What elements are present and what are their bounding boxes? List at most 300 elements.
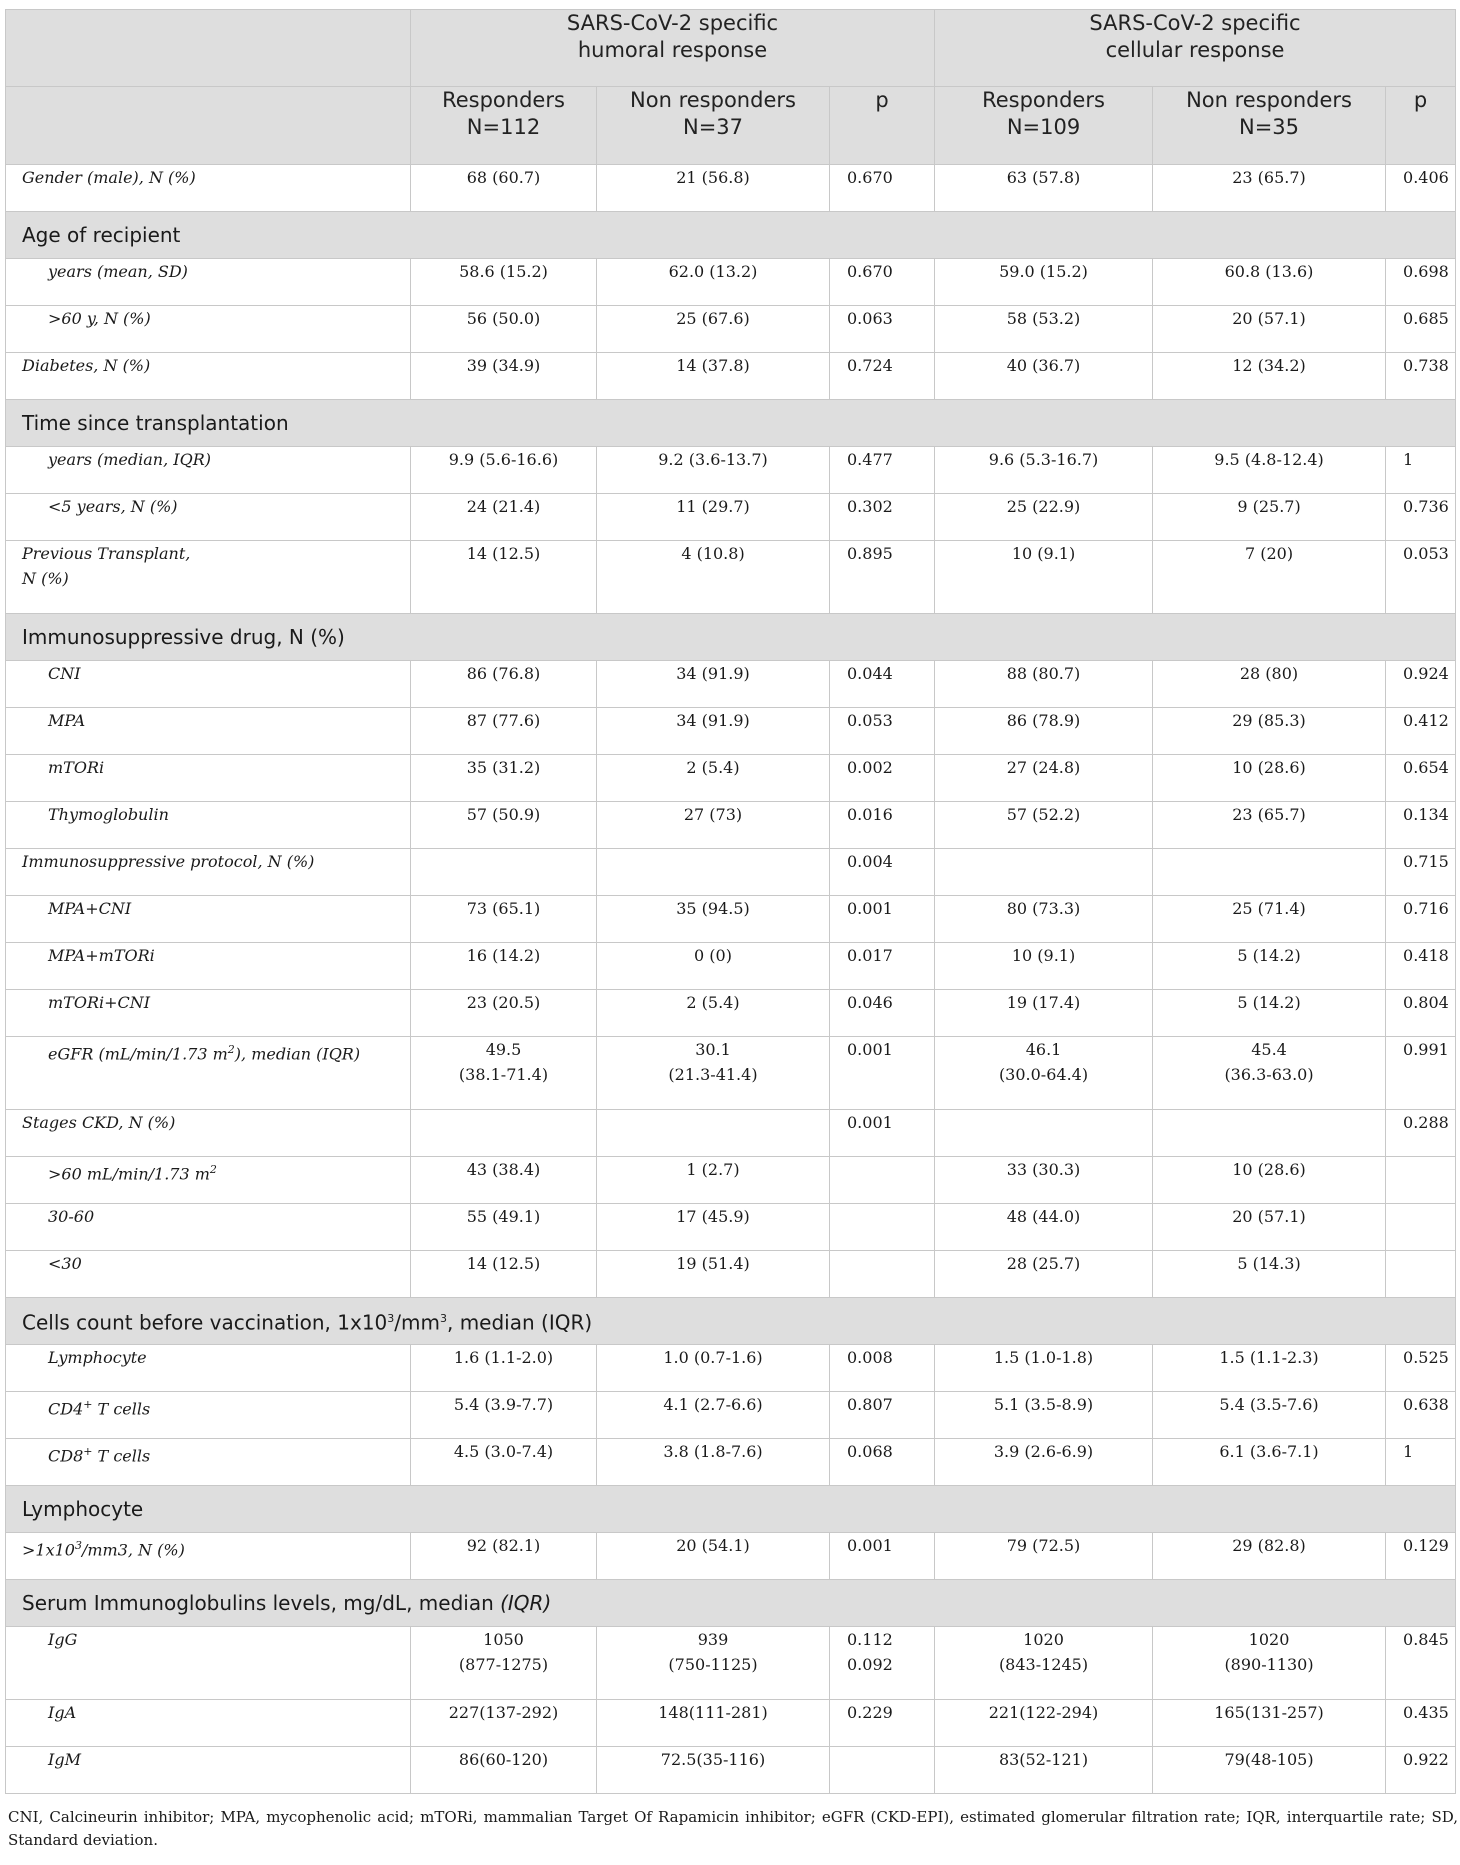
row-label: [6, 447, 411, 494]
cellular-responders-cell: [935, 494, 1153, 541]
humoral-non-responders-cell: [597, 353, 830, 400]
cellular-p-cell: [1386, 708, 1456, 755]
cellular-responders-cell: [935, 802, 1153, 849]
humoral-responders-cell: [411, 708, 597, 755]
row-label: [6, 1439, 411, 1486]
section-header-row: [6, 1486, 1456, 1533]
humoral-non-responders-cell: [597, 306, 830, 353]
section-header-row: [6, 212, 1456, 259]
row-label-text: T cells: [92, 1399, 151, 1419]
row-label-text: CD8: [48, 1446, 84, 1466]
humoral-non-responders-cell: [597, 1037, 830, 1110]
cell-value: 0.924: [1403, 664, 1449, 683]
cell-value: 1.6 (1.1-2.0): [453, 1348, 554, 1367]
row-label-text: IgG: [48, 1630, 78, 1649]
cellular-p-cell: [1386, 1627, 1456, 1700]
cell-value: 20 (54.1): [676, 1536, 750, 1555]
cellular-responders-cell: [935, 1037, 1153, 1110]
humoral-p-cell: [830, 708, 935, 755]
cell-value: 20 (57.1): [1232, 1207, 1306, 1226]
cell-value: 20 (57.1): [1232, 309, 1306, 328]
row-label: [6, 259, 411, 306]
cell-value: 9.2 (3.6-13.7): [658, 450, 768, 469]
cellular-non-responders-cell: [1153, 990, 1386, 1037]
row-label-text: Gender (male), N (%): [22, 168, 196, 187]
row-label-text: T cells: [92, 1446, 151, 1466]
humoral-p-cell: [830, 353, 935, 400]
humoral-non-responders-cell: [597, 1251, 830, 1298]
table-row: [6, 1747, 1456, 1794]
row-label: [6, 802, 411, 849]
humoral-p-cell: [830, 1251, 935, 1298]
cellular-responders-cell: [935, 306, 1153, 353]
cell-value: 40 (36.7): [1006, 356, 1081, 375]
humoral-responders-cell: [411, 1204, 597, 1251]
cellular-p-cell: [1386, 353, 1456, 400]
cell-value: 1020: [1023, 1630, 1064, 1649]
row-label: [6, 1037, 411, 1110]
cell-value: (30.0-64.4): [998, 1065, 1089, 1084]
row-label: [6, 1392, 411, 1439]
humoral-non-responders-cell: [597, 541, 830, 614]
cell-value: 0.008: [847, 1348, 893, 1367]
humoral-p-cell: [830, 1700, 935, 1747]
cell-value: 56 (50.0): [466, 309, 541, 328]
humoral-group-header: SARS-CoV-2 specific humoral response: [411, 10, 935, 87]
row-label: [6, 1747, 411, 1794]
cellular-non-responders-header: Non responders N=35: [1153, 87, 1386, 165]
table-row: [6, 1392, 1456, 1439]
cell-value: 0.804: [1403, 993, 1449, 1012]
cellular-non-responders-cell: [1153, 1439, 1386, 1486]
cellular-responders-cell: [935, 1392, 1153, 1439]
cell-value: 148(111-281): [658, 1703, 768, 1722]
cellular-non-responders-cell: [1153, 447, 1386, 494]
row-label-text: Serum Immunoglobulins levels, mg/dL, median: [22, 1590, 501, 1615]
humoral-responders-cell: [411, 447, 597, 494]
cell-value: 9.9 (5.6-16.6): [448, 450, 559, 469]
row-label-text: Stages CKD, N (%): [22, 1113, 176, 1132]
row-label: [6, 1157, 411, 1204]
humoral-non-responders-cell: [597, 1157, 830, 1204]
cellular-p-cell: [1386, 1251, 1456, 1298]
humoral-p-cell: [830, 990, 935, 1037]
cell-value: 0.134: [1403, 805, 1449, 824]
row-label-text: >60 y, N (%): [48, 309, 151, 328]
section-header-row: [6, 1580, 1456, 1627]
results-table: [5, 9, 1456, 1794]
cellular-p-header: p: [1386, 87, 1456, 165]
table-body: [6, 165, 1456, 1794]
cellular-p-cell: [1386, 494, 1456, 541]
section-header-cell: [6, 400, 1456, 447]
cell-value: 25 (22.9): [1006, 497, 1081, 516]
row-label-text: mTORi+CNI: [48, 993, 151, 1012]
cell-value: 7 (20): [1244, 544, 1294, 563]
cell-value: 92 (82.1): [466, 1536, 541, 1555]
cell-value: 23 (65.7): [1232, 805, 1306, 824]
header-label-col: [6, 87, 411, 165]
cell-value: 0.092: [847, 1655, 893, 1674]
cell-value: 0.418: [1403, 946, 1449, 965]
cellular-responders-cell: [935, 541, 1153, 614]
humoral-responders-header: Responders N=112: [411, 87, 597, 165]
cell-value: 10 (28.6): [1232, 758, 1306, 777]
cellular-p-cell: [1386, 755, 1456, 802]
cellular-p-cell: [1386, 1037, 1456, 1110]
cell-value: (38.1-71.4): [458, 1065, 549, 1084]
cellular-non-responders-cell: [1153, 1700, 1386, 1747]
humoral-non-responders-cell: [597, 1627, 830, 1700]
section-header-cell: [6, 614, 1456, 661]
cell-value: 0.053: [1403, 544, 1449, 563]
cell-value: 23 (20.5): [466, 993, 541, 1012]
cellular-non-responders-cell: [1153, 1627, 1386, 1700]
table-row: [6, 1204, 1456, 1251]
cellular-non-responders-cell: [1153, 494, 1386, 541]
section-header-cell: [6, 212, 1456, 259]
humoral-non-responders-cell: [597, 1747, 830, 1794]
cellular-p-cell: [1386, 1700, 1456, 1747]
humoral-non-responders-cell: [597, 849, 830, 896]
table-row: [6, 1157, 1456, 1204]
table-footnote: CNI, Calcineurin inhibitor; MPA, mycophenolic acid; mTORi, mammalian Target Of Rapamicin inhibitor; eGFR (CKD-EPI), estimated glomerular filtration rate; IQR, interquartile rate; SD, Standard deviation.: [8, 1808, 1458, 1849]
table-row: [6, 708, 1456, 755]
humoral-responders-cell: [411, 494, 597, 541]
cell-value: 0.845: [1403, 1630, 1449, 1649]
humoral-p-cell: [830, 1747, 935, 1794]
table-row: [6, 1533, 1456, 1580]
superscript: 3: [387, 1312, 395, 1326]
section-header-cell: [6, 1298, 1456, 1345]
cell-value: 0.698: [1403, 262, 1449, 281]
cell-value: 62.0 (13.2): [668, 262, 758, 281]
cell-value: 1050: [483, 1630, 524, 1649]
cell-value: 0 (0): [694, 946, 732, 965]
row-label-text: Lymphocyte: [48, 1348, 147, 1367]
humoral-responders-cell: [411, 165, 597, 212]
cellular-non-responders-cell: [1153, 1110, 1386, 1157]
table-row: [6, 1700, 1456, 1747]
superscript: +: [83, 1398, 93, 1411]
humoral-p-cell: [830, 1392, 935, 1439]
cellular-non-responders-cell: [1153, 661, 1386, 708]
cell-value: 0.063: [847, 309, 893, 328]
cell-value: 5.4 (3.5-7.6): [1219, 1395, 1319, 1414]
cellular-non-responders-cell: [1153, 1533, 1386, 1580]
cell-value: 4 (10.8): [681, 544, 745, 563]
superscript: 2: [227, 1043, 235, 1056]
row-label-text: Immunosuppressive protocol, N (%): [22, 852, 315, 871]
humoral-p-cell: [830, 541, 935, 614]
cellular-non-responders-cell: [1153, 541, 1386, 614]
humoral-responders-cell: [411, 1392, 597, 1439]
cell-value: 0.670: [847, 262, 893, 281]
row-label: [6, 661, 411, 708]
cellular-non-responders-cell: [1153, 1037, 1386, 1110]
humoral-non-responders-cell: [597, 447, 830, 494]
cell-value: 68 (60.7): [466, 168, 541, 187]
cell-value: 0.895: [847, 544, 893, 563]
cellular-non-responders-cell: [1153, 353, 1386, 400]
row-label-line: Previous Transplant,: [22, 544, 191, 563]
cell-value: 10 (9.1): [1011, 946, 1076, 965]
row-label-text: years (median, IQR): [48, 450, 211, 469]
cellular-p-cell: [1386, 447, 1456, 494]
cellular-responders-header: Responders N=109: [935, 87, 1153, 165]
humoral-p-cell: [830, 259, 935, 306]
cellular-responders-cell: [935, 1157, 1153, 1204]
humoral-p-header: p: [830, 87, 935, 165]
cell-value: 28 (25.7): [1006, 1254, 1081, 1273]
humoral-responders-cell: [411, 990, 597, 1037]
humoral-p-cell: [830, 755, 935, 802]
humoral-non-responders-cell: [597, 802, 830, 849]
cell-value: 0.670: [847, 168, 893, 187]
row-label-text: years (mean, SD): [48, 262, 188, 281]
cellular-p-cell: [1386, 943, 1456, 990]
row-label: [6, 943, 411, 990]
humoral-responders-cell: [411, 1747, 597, 1794]
humoral-p-cell: [830, 1157, 935, 1204]
table-row: [6, 1627, 1456, 1700]
section-header-cell: [6, 1580, 1456, 1627]
cell-value: 3.9 (2.6-6.9): [993, 1442, 1094, 1461]
row-label: [6, 306, 411, 353]
cellular-responders-cell: [935, 1627, 1153, 1700]
humoral-responders-cell: [411, 1037, 597, 1110]
cell-value: 24 (21.4): [466, 497, 541, 516]
cell-value: 4.5 (3.0-7.4): [453, 1442, 554, 1461]
row-label-text: MPA: [48, 711, 86, 730]
cell-value: 30.1: [695, 1040, 731, 1059]
humoral-non-responders-cell: [597, 708, 830, 755]
row-label-text: >1x10: [22, 1540, 75, 1560]
cell-value: 0.685: [1403, 309, 1449, 328]
row-label: [6, 1345, 411, 1392]
row-label: [6, 755, 411, 802]
cell-value: 0.406: [1403, 168, 1449, 187]
cellular-responders-cell: [935, 896, 1153, 943]
row-label: [6, 165, 411, 212]
cell-value: 0.044: [847, 664, 893, 683]
cell-value: 86 (76.8): [466, 664, 541, 683]
humoral-responders-cell: [411, 1345, 597, 1392]
row-label: [6, 849, 411, 896]
cell-value: 0.004: [847, 852, 893, 871]
cell-value: 0.053: [847, 711, 893, 730]
cellular-responders-cell: [935, 1439, 1153, 1486]
cell-value: 0.525: [1403, 1348, 1449, 1367]
row-label-text: Lymphocyte: [22, 1496, 144, 1521]
cell-value: (843-1245): [998, 1655, 1089, 1674]
table-row: [6, 1345, 1456, 1392]
cell-value: 58 (53.2): [1006, 309, 1081, 328]
row-label-text: /mm3, N (%): [81, 1540, 185, 1560]
row-label-text: Diabetes, N (%): [22, 356, 151, 375]
humoral-p-cell: [830, 1533, 935, 1580]
humoral-non-responders-cell: [597, 165, 830, 212]
cellular-non-responders-cell: [1153, 1157, 1386, 1204]
humoral-responders-cell: [411, 1533, 597, 1580]
cell-value: 57 (52.2): [1006, 805, 1081, 824]
cell-value: 19 (51.4): [676, 1254, 750, 1273]
cellular-responders-cell: [935, 259, 1153, 306]
cellular-responders-cell: [935, 990, 1153, 1037]
cell-value: 19 (17.4): [1006, 993, 1081, 1012]
humoral-responders-cell: [411, 661, 597, 708]
cellular-p-cell: [1386, 896, 1456, 943]
cell-value: 86(60-120): [458, 1750, 549, 1769]
humoral-non-responders-cell: [597, 1439, 830, 1486]
cell-value: 34 (91.9): [676, 711, 750, 730]
cell-value: 16 (14.2): [466, 946, 541, 965]
row-label-text: >60 mL/min/1.73 m: [48, 1164, 210, 1184]
table-row: [6, 943, 1456, 990]
cell-value: 10 (28.6): [1232, 1160, 1306, 1179]
humoral-p-cell: [830, 1345, 935, 1392]
cell-value: 0.068: [847, 1442, 893, 1461]
humoral-non-responders-cell: [597, 1110, 830, 1157]
humoral-p-cell: [830, 494, 935, 541]
cell-value: 73 (65.1): [466, 899, 541, 918]
cell-value: 9.6 (5.3-16.7): [988, 450, 1099, 469]
row-label-text: MPA+mTORi: [48, 946, 155, 965]
row-label: [6, 541, 411, 614]
cellular-non-responders-cell: [1153, 849, 1386, 896]
cell-value: 0.016: [847, 805, 893, 824]
cell-value: 0.112: [847, 1630, 893, 1649]
section-header-row: [6, 614, 1456, 661]
humoral-responders-cell: [411, 755, 597, 802]
cell-value: 1.5 (1.1-2.3): [1219, 1348, 1319, 1367]
cellular-responders-cell: [935, 1533, 1153, 1580]
humoral-p-cell: [830, 1110, 935, 1157]
cell-value: 0.715: [1403, 852, 1449, 871]
cell-value: 2 (5.4): [686, 993, 740, 1012]
cell-value: 25 (67.6): [676, 309, 750, 328]
cell-value: 12 (34.2): [1232, 356, 1306, 375]
cell-value: 58.6 (15.2): [459, 262, 548, 281]
superscript: 3: [74, 1539, 82, 1552]
humoral-non-responders-cell: [597, 1204, 830, 1251]
row-label-text: Thymoglobulin: [48, 805, 169, 824]
row-label: [6, 896, 411, 943]
cellular-non-responders-cell: [1153, 896, 1386, 943]
cellular-non-responders-cell: [1153, 1204, 1386, 1251]
cell-value: 1.0 (0.7-1.6): [663, 1348, 763, 1367]
cellular-responders-cell: [935, 1110, 1153, 1157]
cellular-p-cell: [1386, 1747, 1456, 1794]
row-label-text: Age of recipient: [22, 222, 181, 247]
row-label-line: N (%): [22, 569, 69, 588]
cell-value: 9.5 (4.8-12.4): [1214, 450, 1324, 469]
cell-value: 33 (30.3): [1006, 1160, 1081, 1179]
cellular-non-responders-cell: [1153, 802, 1386, 849]
table-row: [6, 1251, 1456, 1298]
cell-value: 0.001: [847, 899, 893, 918]
cellular-p-cell: [1386, 1204, 1456, 1251]
humoral-non-responders-cell: [597, 896, 830, 943]
cell-value: 29 (85.3): [1232, 711, 1306, 730]
row-label: [6, 353, 411, 400]
cellular-non-responders-cell: [1153, 755, 1386, 802]
cell-value: 25 (71.4): [1232, 899, 1306, 918]
cell-value: 57 (50.9): [466, 805, 541, 824]
humoral-p-cell: [830, 165, 935, 212]
cell-value: 48 (44.0): [1006, 1207, 1081, 1226]
row-label-text: IgA: [48, 1703, 77, 1722]
humoral-non-responders-cell: [597, 1700, 830, 1747]
table-row: [6, 990, 1456, 1037]
section-header-row: [6, 1298, 1456, 1345]
cell-value: 43 (38.4): [466, 1160, 541, 1179]
cellular-p-cell: [1386, 1439, 1456, 1486]
cell-value: 14 (37.8): [676, 356, 750, 375]
cell-value: 59.0 (15.2): [999, 262, 1088, 281]
row-label-text: CD4: [48, 1399, 84, 1419]
cellular-non-responders-cell: [1153, 943, 1386, 990]
cellular-p-cell: [1386, 1157, 1456, 1204]
superscript: 2: [209, 1163, 217, 1176]
humoral-responders-cell: [411, 1110, 597, 1157]
humoral-responders-cell: [411, 943, 597, 990]
table-row: [6, 447, 1456, 494]
cell-value: 0.477: [847, 450, 893, 469]
cell-value: (21.3-41.4): [668, 1065, 758, 1084]
cell-value: 27 (24.8): [1006, 758, 1081, 777]
humoral-p-cell: [830, 1439, 935, 1486]
humoral-p-cell: [830, 1204, 935, 1251]
cellular-responders-cell: [935, 353, 1153, 400]
cell-value: 34 (91.9): [676, 664, 750, 683]
row-label-text: , median (IQR): [446, 1310, 593, 1335]
table-row: [6, 896, 1456, 943]
table-row: [6, 353, 1456, 400]
cellular-p-cell: [1386, 1533, 1456, 1580]
cell-value: 11 (29.7): [676, 497, 750, 516]
cell-value: 9 (25.7): [1237, 497, 1301, 516]
cell-value: 0.724: [847, 356, 893, 375]
cell-value: 17 (45.9): [676, 1207, 750, 1226]
cell-value: 1.5 (1.0-1.8): [993, 1348, 1094, 1367]
cell-value: 0.736: [1403, 497, 1449, 516]
cell-value: 28 (80): [1239, 664, 1299, 683]
humoral-non-responders-cell: [597, 494, 830, 541]
cellular-responders-cell: [935, 1251, 1153, 1298]
cell-value: 63 (57.8): [1006, 168, 1081, 187]
cell-value: 0.654: [1403, 758, 1449, 777]
cellular-non-responders-cell: [1153, 708, 1386, 755]
table-row: [6, 1439, 1456, 1486]
cellular-p-cell: [1386, 165, 1456, 212]
cellular-p-cell: [1386, 259, 1456, 306]
cell-value: (750-1125): [668, 1655, 758, 1674]
humoral-responders-cell: [411, 1627, 597, 1700]
cell-value: 0.302: [847, 497, 893, 516]
cell-value: 14 (12.5): [466, 544, 541, 563]
row-label: [6, 1627, 411, 1700]
cellular-p-cell: [1386, 661, 1456, 708]
humoral-non-responders-cell: [597, 1345, 830, 1392]
cellular-responders-cell: [935, 755, 1153, 802]
humoral-non-responders-cell: [597, 943, 830, 990]
cell-value: (877-1275): [458, 1655, 549, 1674]
cell-value: 21 (56.8): [676, 168, 750, 187]
humoral-responders-cell: [411, 259, 597, 306]
table-row: [6, 1110, 1456, 1157]
cellular-non-responders-cell: [1153, 1345, 1386, 1392]
